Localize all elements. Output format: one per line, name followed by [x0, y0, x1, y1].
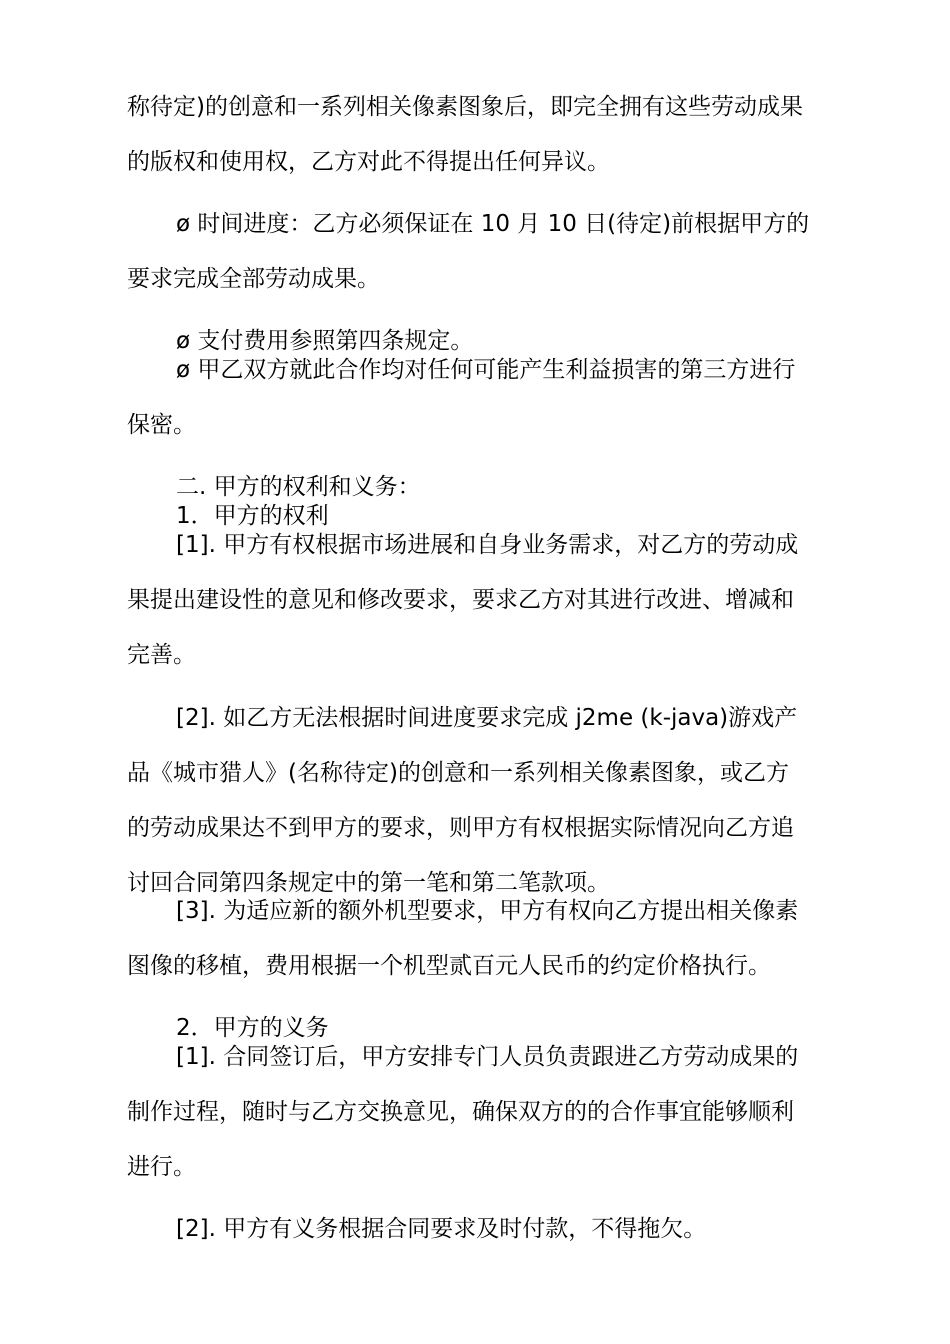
- subsection-heading: 1．甲方的权利: [176, 503, 329, 529]
- body-text-line: 制作过程，随时与乙方交换意见，确保双方的的合作事宜能够顺利: [127, 1099, 794, 1125]
- body-text-line: 果提出建设性的意见和修改要求，要求乙方对其进行改进、增减和: [127, 587, 794, 613]
- bullet-time-schedule: ø 时间进度：乙方必须保证在 10 月 10 日(待定)前根据甲方的: [176, 211, 810, 237]
- clause-item: [1]. 合同签订后，甲方安排专门人员负责跟进乙方劳动成果的: [176, 1044, 799, 1070]
- body-text-line: 称待定)的创意和一系列相关像素图象后，即完全拥有这些劳动成果: [127, 94, 803, 120]
- bullet-payment: ø 支付费用参照第四条规定。: [176, 328, 474, 354]
- body-text-line: 图像的移植，费用根据一个机型贰百元人民币的约定价格执行。: [127, 953, 771, 979]
- body-text-line: 讨回合同第四条规定中的第一笔和第二笔款项。: [127, 870, 610, 896]
- body-text-line: 要求完成全部劳动成果。: [127, 266, 380, 292]
- body-text-line: 的版权和使用权，乙方对此不得提出任何异议。: [127, 149, 610, 175]
- bullet-confidentiality: ø 甲乙双方就此合作均对任何可能产生利益损害的第三方进行: [176, 357, 796, 383]
- section-heading: 二. 甲方的权利和义务：: [176, 474, 421, 500]
- body-text-line: 进行。: [127, 1154, 196, 1180]
- body-text-line: 品《城市猎人》(名称待定)的创意和一系列相关像素图象，或乙方: [127, 760, 789, 786]
- body-text-line: 完善。: [127, 642, 196, 668]
- body-text-line: 的劳动成果达不到甲方的要求，则甲方有权根据实际情况向乙方追: [127, 815, 794, 841]
- clause-item: [2]. 甲方有义务根据合同要求及时付款，不得拖欠。: [176, 1216, 707, 1242]
- subsection-heading: 2．甲方的义务: [176, 1015, 329, 1041]
- clause-item: [1]. 甲方有权根据市场进展和自身业务需求，对乙方的劳动成: [176, 532, 799, 558]
- clause-item: [3]. 为适应新的额外机型要求，甲方有权向乙方提出相关像素: [176, 898, 799, 924]
- clause-item: [2]. 如乙方无法根据时间进度要求完成 j2me (k-java)游戏产: [176, 705, 798, 731]
- body-text-line: 保密。: [127, 412, 196, 438]
